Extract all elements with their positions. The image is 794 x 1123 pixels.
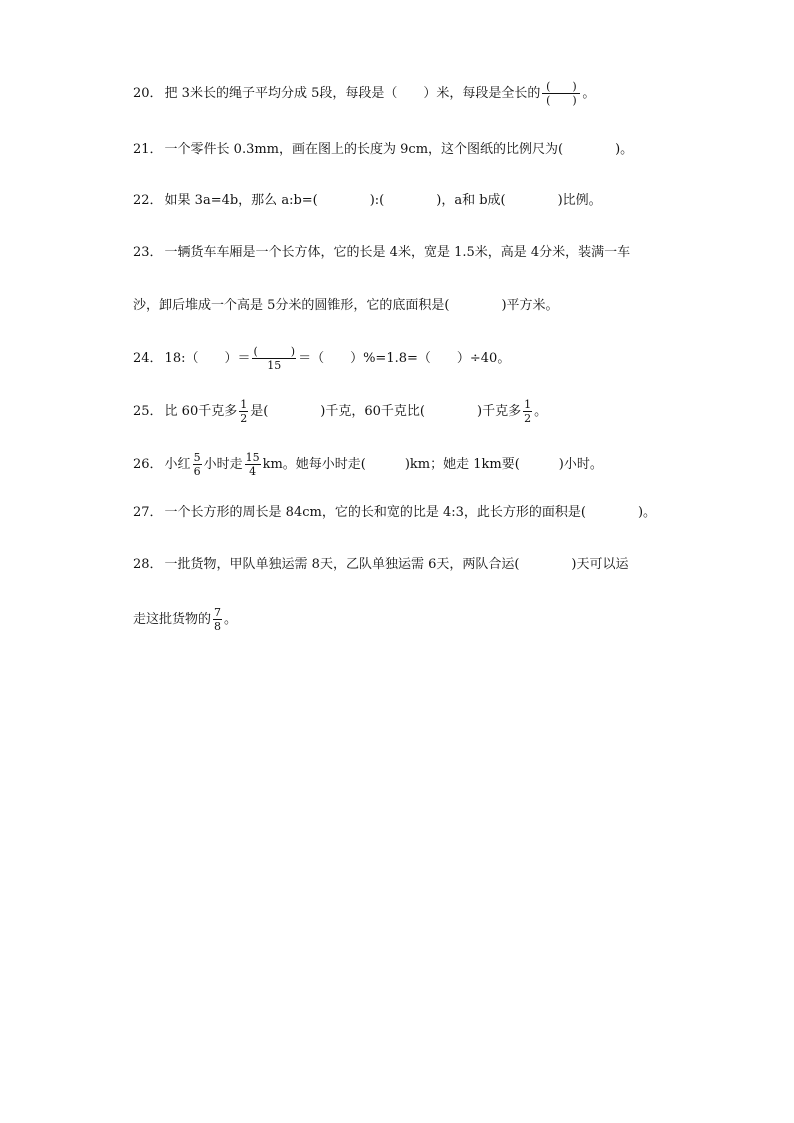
question-number: 28． — [133, 557, 163, 572]
fraction-blank — [252, 345, 296, 372]
question-number: 27． — [133, 505, 163, 520]
question-number: 21． — [133, 142, 163, 157]
fraction — [245, 451, 261, 478]
question-text: 一个长方形的周长是 84cm，它的长和宽的比是 4:3，此长方形的面积是( )。 — [164, 505, 657, 520]
question-text-line2: 沙，卸后堆成一个高是 5分米的圆锥形，它的底面积是( )平方米。 — [133, 298, 559, 313]
numerator-blank: ( ) — [253, 345, 296, 358]
question-25 — [133, 398, 547, 425]
numerator: 1 — [240, 398, 248, 411]
question-text: ＝（ ）%=1.8=（ ）÷40。 — [298, 351, 511, 366]
question-number: 24． — [133, 351, 163, 366]
question-text: 小红 — [164, 457, 191, 472]
question-23-continued — [133, 296, 559, 316]
question-number: 25． — [133, 404, 163, 419]
question-text: 是( )千克，60千克比( )千克多 — [250, 404, 522, 419]
denominator: 2 — [240, 412, 248, 425]
question-text: 。 — [224, 612, 238, 627]
question-text-line1: 一辆货车车厢是一个长方体，它的长是 4米，宽是 1.5米，高是 4分米，装满一车 — [164, 245, 631, 260]
question-27 — [133, 503, 656, 523]
question-text: 18:（ ）＝ — [164, 351, 251, 366]
question-text: 一个零件长 0.3mm，画在图上的长度为 9cm，这个图纸的比例尺为( )。 — [164, 142, 634, 157]
fraction — [523, 398, 532, 425]
question-number: 23． — [133, 245, 163, 260]
question-23 — [133, 243, 630, 263]
question-26 — [133, 451, 603, 478]
denominator: 2 — [524, 412, 532, 425]
numerator-blank: ( ) — [542, 80, 580, 94]
question-text: 。 — [534, 404, 548, 419]
question-text-line1: 一批货物，甲队单独运需 8天，乙队单独运需 6天，两队合运( )天可以运 — [164, 557, 629, 572]
numerator: 5 — [193, 451, 201, 464]
denominator: 4 — [249, 465, 257, 478]
question-22 — [133, 191, 602, 211]
question-28-continued — [133, 606, 237, 633]
denominator-blank: ( ) — [546, 94, 577, 107]
numerator: 7 — [214, 606, 222, 619]
question-number: 26． — [133, 457, 163, 472]
question-28 — [133, 555, 629, 575]
question-number: 22． — [133, 193, 163, 208]
question-20 — [133, 80, 595, 107]
fraction — [239, 398, 248, 425]
question-21 — [133, 140, 633, 160]
numerator: 15 — [245, 451, 260, 464]
numerator: 1 — [524, 398, 532, 411]
question-text-line2: 走这批货物的 — [133, 612, 212, 627]
denominator: 8 — [214, 620, 222, 633]
question-text: 比 60千克多 — [164, 404, 238, 419]
fraction — [193, 451, 202, 478]
denominator: 6 — [193, 465, 201, 478]
question-text: 如果 3a=4b，那么 a:b=( ):( )，a和 b成( )比例。 — [164, 193, 602, 208]
fraction-blank — [542, 80, 580, 107]
question-text: 。 — [582, 86, 596, 101]
question-24 — [133, 345, 510, 372]
question-text: km。她每小时走( )km；她走 1km要( )小时。 — [262, 457, 603, 472]
fraction — [213, 606, 222, 633]
question-text: 小时走 — [203, 457, 243, 472]
question-number: 20． — [133, 86, 163, 101]
denominator: 15 — [267, 359, 282, 372]
question-text: 把 3米长的绳子平均分成 5段，每段是（ ）米，每段是全长的 — [164, 86, 541, 101]
